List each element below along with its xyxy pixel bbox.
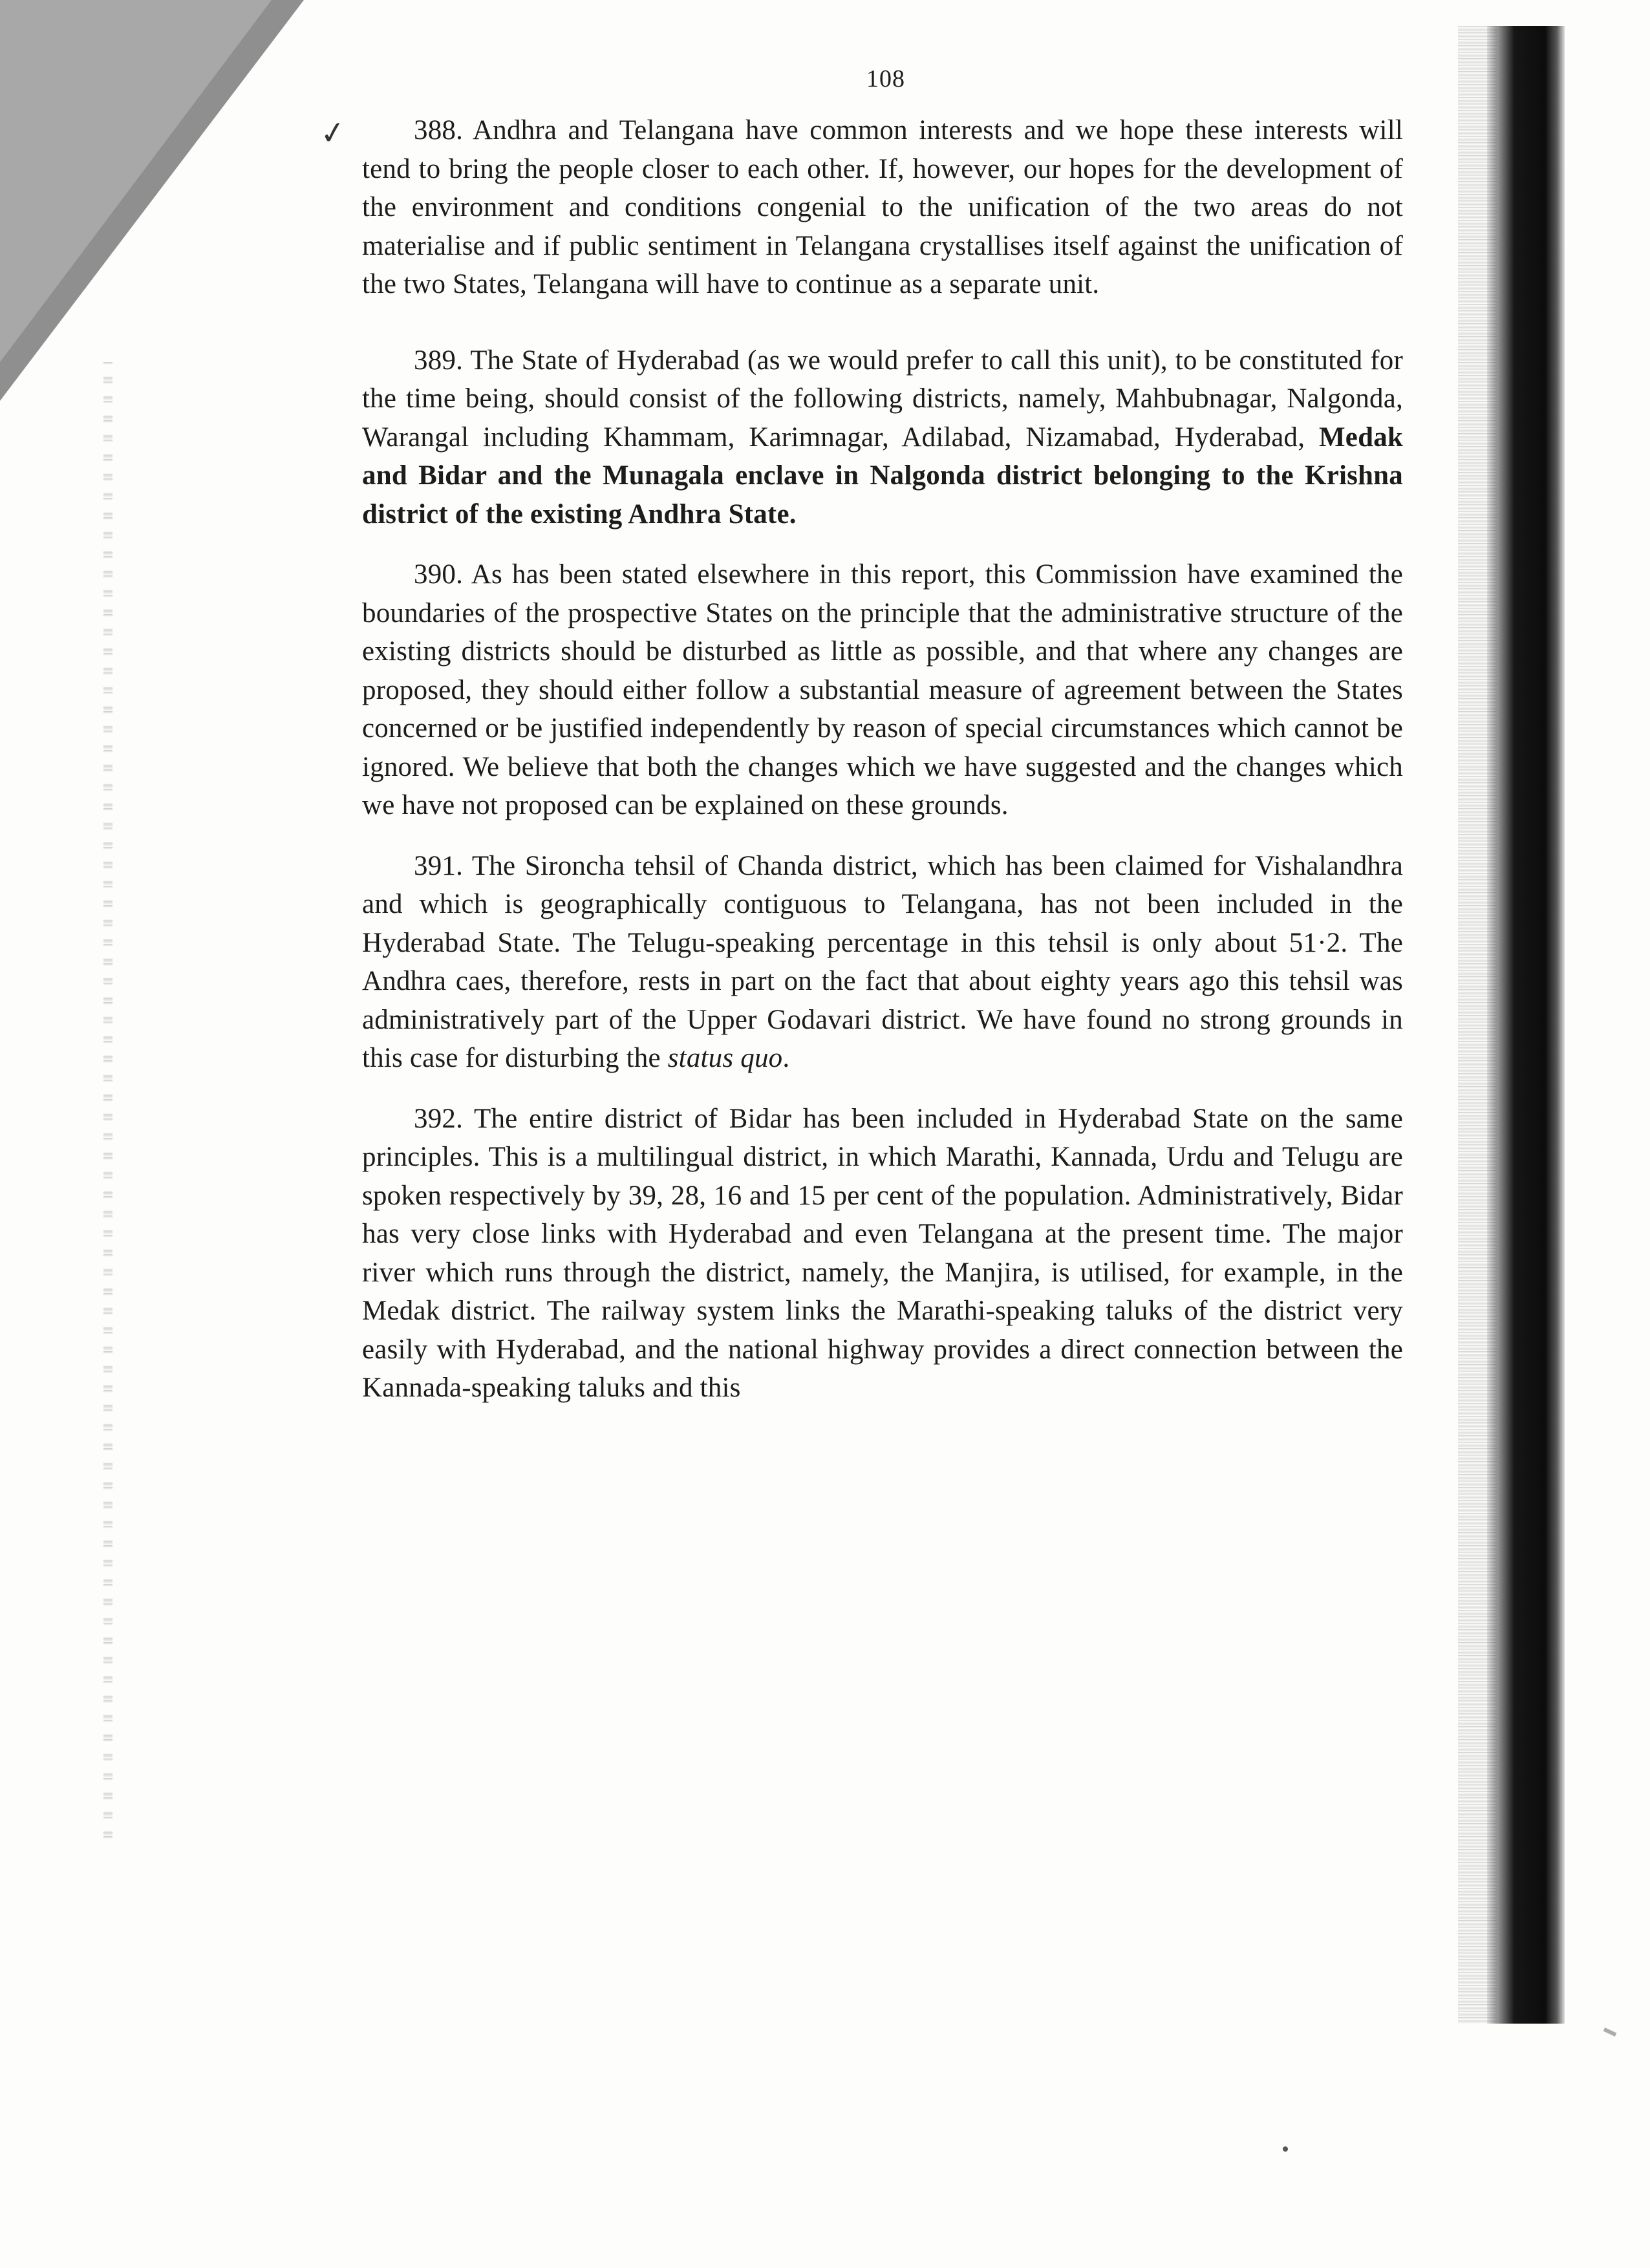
stray-mark — [1603, 2027, 1617, 2037]
check-mark-icon: ✓ — [317, 113, 348, 153]
paragraph-389-text: 389. The State of Hyderabad (as we would prefer to call this unit), to be constituted for the time being, should consist of the following districts, namely, Mahbubnagar, Nalgonda, Warangal including Khammam, Karimnagar, Adilabad, Nizamabad, Hyderabad, — [362, 345, 1403, 453]
paragraph-391 — [362, 847, 1403, 1078]
paragraph-389 — [362, 341, 1403, 534]
paragraph-389-bold-text: Medak and Bidar and the Munagala enclave in Nalgonda district belonging to the Krishna district of the existing Andhra State. — [362, 422, 1404, 530]
paragraph-391-text: 391. The Sironcha tehsil of Chanda district, which has been claimed for Vishalandhra and which is geographically contiguous to Telangana, has not been included in the Hyderabad State. The Telugu-speaking percentage in this tehsil is only about 51·2. The Andhra caes, therefore, rests in part on the fact that about eighty years ago this tehsil was administratively part of the Upper Godavari district. We have found no strong grounds in this case for disturbing the — [362, 850, 1403, 1073]
folded-corner-highlight — [0, 0, 272, 362]
paragraph-391-italic-text: status quo — [667, 1043, 783, 1073]
scan-speckle — [103, 362, 112, 1849]
paragraph-388: 388. Andhra and Telangana have common interests and we hope these interests will tend to bring the people closer to each other. If, however, our hopes for the development of the environment and conditions congenial to the unification of the two areas do not materialise and if public sentiment in Telangana crystallises itself against the unification of the two States, Telangana will have to continue as a separate unit. — [362, 115, 1403, 299]
paragraph-391-end: . — [782, 1043, 790, 1073]
stray-dot — [1283, 2146, 1288, 2152]
binding-shadow-edge — [1458, 26, 1497, 2024]
paragraph-392: 392. The entire district of Bidar has been included in Hyderabad State on the same principles. This is a multilingual district, in which Marathi, Kannada, Urdu and Telugu are spoken respectively by 39, 28, 16 and 15 per cent of the population. Administratively, Bidar has very close links with Hyderabad and even Telangana at the present time. The major river which runs through the district, namely, the Manjira, is utilised, for example, in the Medak district. The railway system links the Marathi-speaking taluks of the district very easily with Hyderabad, and the national highway provides a direct connection between the Kannada-speaking taluks and this — [362, 1103, 1403, 1403]
binding-shadow — [1487, 26, 1565, 2024]
page-number: 108 — [866, 65, 905, 92]
paragraph-390: 390. As has been stated elsewhere in this report, this Commission have examined the boundaries of the prospective States on the principle that the administrative structure of the existing districts should be disturbed as little as possible, and that where any changes are proposed, they should either follow a substantial measure of agreement between the States concerned or be justified independently by reason of special circumstances which cannot be ignored. We believe that both the changes which we have suggested and the changes which we have not proposed can be explained on these grounds. — [362, 559, 1403, 820]
document-body — [362, 111, 1403, 1407]
